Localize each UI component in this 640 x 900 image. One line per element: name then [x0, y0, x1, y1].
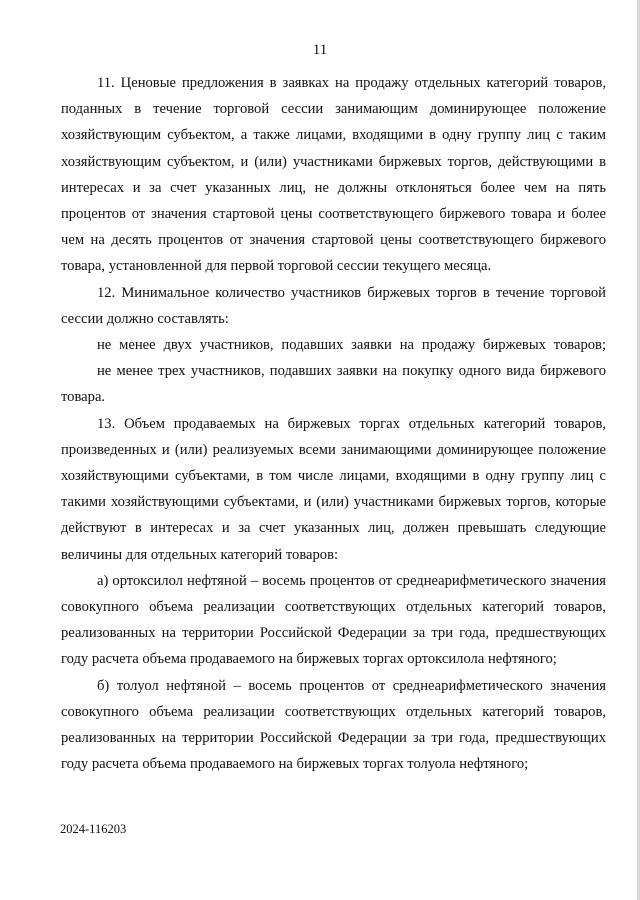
page-number: 11 — [312, 42, 328, 58]
paragraph-13-item-b: б) толуол нефтяной – восемь процентов от среднеарифметического значения совокупного объема реализации соответствующих отдельных категорий товаров, реализованных на территории Российской Федерации за три года, предшествующих году расчета объема продаваемого на биржевых торгах толуола нефтяного; — [61, 677, 606, 773]
paragraph-12-item-sellers: не менее двух участников, подавших заявки на продажу биржевых товаров; — [97, 337, 606, 354]
paragraph-12-item-buyers: не менее трех участников, подавших заявки на покупку одного вида биржевого товара. — [61, 363, 606, 406]
paragraph-12: 12. Минимальное количество участников биржевых торгов в течение торговой сессии должно составлять: — [61, 284, 606, 327]
document-code: 2024-116203 — [60, 822, 127, 836]
paragraph-13: 13. Объем продаваемых на биржевых торгах отдельных категорий товаров, произведенных и (или) реализуемых всеми занимающими доминирующее положение хозяйствующими субъектами, в том числе лицами, входящими в одну группу лиц с такими хозяйствующими субъектами, и (или) участниками биржевых торгов, которые действуют в интересах и за счет указанных лиц, должен превышать следующие величины для отдельных категорий товаров: — [61, 415, 606, 563]
paragraph-13-item-a: а) ортоксилол нефтяной – восемь процентов от среднеарифметического значения совокупного объема реализации соответствующих отдельных категорий товаров, реализованных на территории Российской Федерации за три года, предшествующих году расчета объема продаваемого на биржевых торгах ортоксилола нефтяного; — [61, 572, 606, 668]
document-body — [61, 70, 606, 777]
paragraph-11: 11. Ценовые предложения в заявках на продажу отдельных категорий товаров, поданных в течение торговой сессии занимающим доминирующее положение хозяйствующим субъектом, а также лицами, входящими в одну группу лиц с таким хозяйствующим субъектом, и (или) участниками биржевых торгов, действующими в интересах и за счет указанных лиц, не должны отклоняться более чем на пять процентов от значения стартовой цены соответствующего биржевого товара и более чем на десять процентов от значения стартовой цены соответствующего биржевого товара, установленной для первой торговой сессии текущего месяца. — [61, 75, 606, 275]
